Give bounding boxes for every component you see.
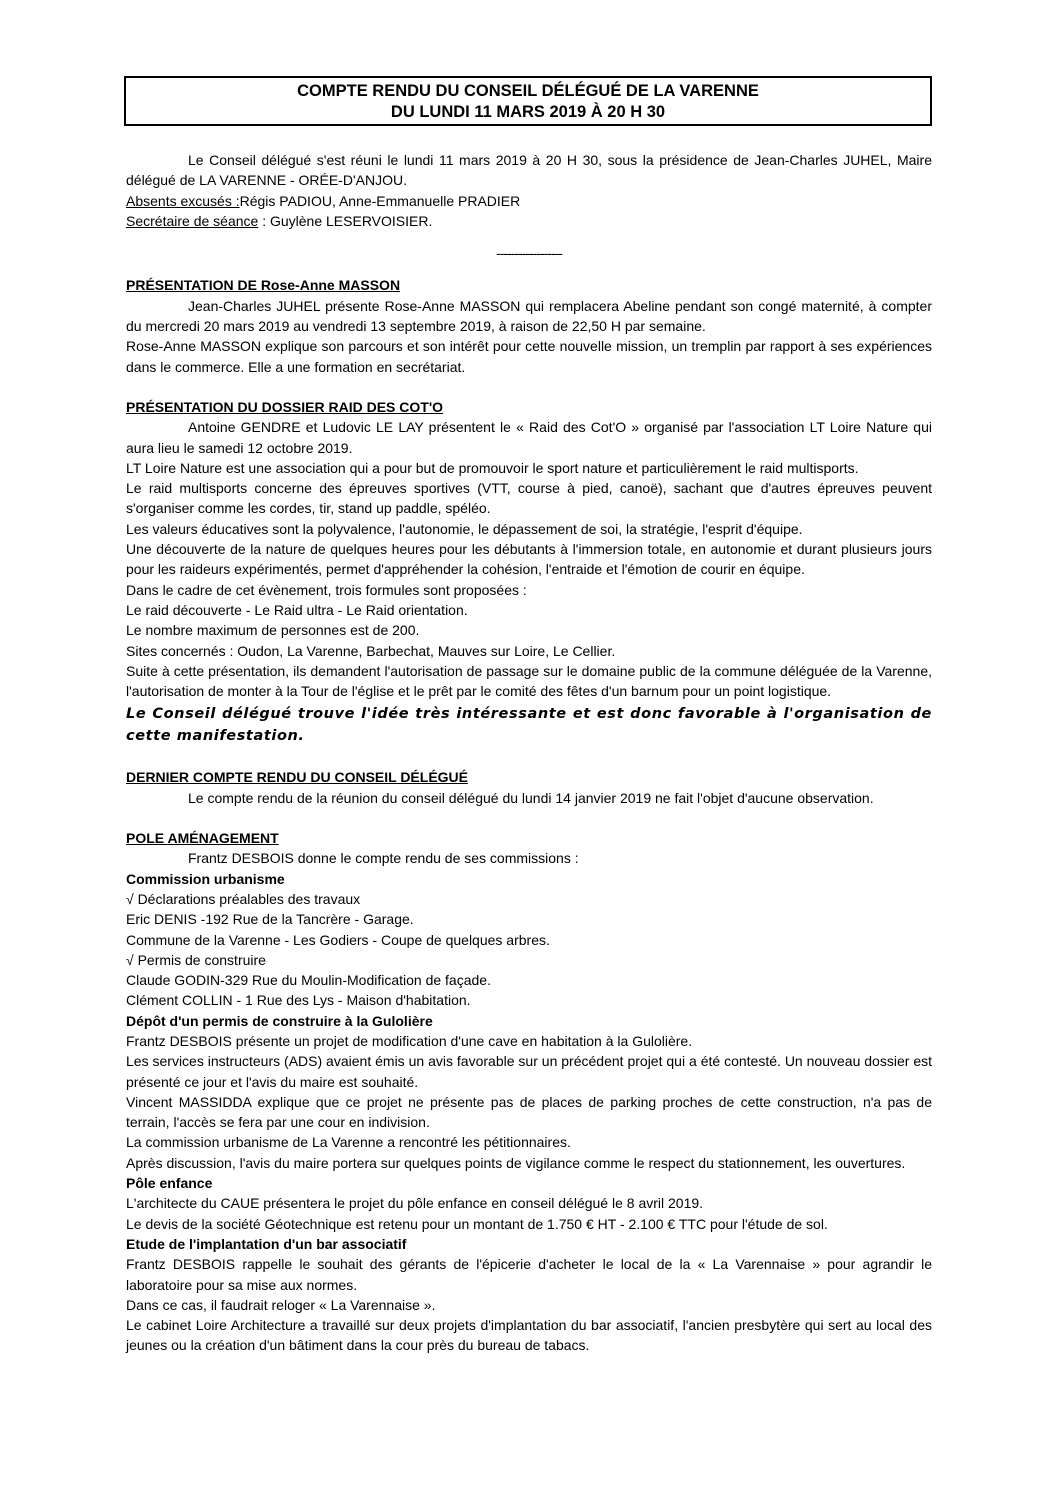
raid-p10: Suite à cette présentation, ils demandent l'autorisation de passage sur le domaine public de la commune déléguée de la Varenne, l'autorisation de monter à la Tour de l'église et le prêt par le comité des fêtes d'un barnum pour un point logistique. <box>126 662 932 700</box>
depot-p1: Frantz DESBOIS présente un projet de modification d'une cave en habitation à la Gulolière. <box>126 1032 693 1049</box>
bar-p1: Frantz DESBOIS rappelle le souhait des gérants de l'épicerie d'acheter le local de la « La Varennaise » pour agrandir le laboratoire pour sa mise aux normes. <box>126 1256 932 1293</box>
pole-intro: Frantz DESBOIS donne le compte rendu de ses commissions : <box>188 850 579 867</box>
intro-paragraph: Le Conseil délégué s'est réuni le lundi 11 mars 2019 à 20 H 30, sous la présidence de Jean-Charles JUHEL, Maire délégué de LA VARENNE - ORÉE-D'ANJOU. <box>126 152 932 189</box>
raid-p6: Dans le cadre de cet évènement, trois formules sont proposées : <box>126 581 527 598</box>
depot-title: Dépôt d'un permis de construire à la Gulolière <box>126 1012 433 1029</box>
section-title-raid: PRÉSENTATION DU DOSSIER RAID DES COT'O <box>126 398 444 415</box>
presentation-p2: Rose-Anne MASSON explique son parcours et son intérêt pour cette nouvelle mission, un tremplin par rapport à ses expériences dans le commerce. Elle a une formation en secrétariat. <box>126 338 932 375</box>
declaration-1: Eric DENIS -192 Rue de la Tancrère - Garage. <box>126 911 414 928</box>
depot-p2: Les services instructeurs (ADS) avaient émis un avis favorable sur un précédent projet qui a été contesté. Un nouveau dossier est présenté ce jour et l'avis du maire est souhaité. <box>126 1053 932 1090</box>
last-report-p1: Le compte rendu de la réunion du conseil délégué du lundi 14 janvier 2019 ne fait l'objet d'aucune observation. <box>188 789 874 806</box>
urbanisme-title: Commission urbanisme <box>126 870 285 887</box>
raid-p7: Le raid découverte - Le Raid ultra - Le Raid orientation. <box>126 601 468 618</box>
raid-decision: Le Conseil délégué trouve l'idée très intéressante et est donc favorable à l'organisation de cette manifestation. <box>126 706 932 745</box>
secretary-value: : Guylène LESERVOISIER. <box>258 212 433 229</box>
absents-line <box>126 191 932 211</box>
absents-value: Régis PADIOU, Anne-Emmanuelle PRADIER <box>239 192 521 209</box>
raid-p2: LT Loire Nature est une association qui a pour but de promouvoir le sport nature et particulièrement le raid multisports. <box>126 459 859 476</box>
depot-p4: La commission urbanisme de La Varenne a rencontré les pétitionnaires. <box>126 1134 571 1151</box>
bar-p2: Dans ce cas, il faudrait reloger « La Varennaise ». <box>126 1296 436 1313</box>
raid-p5: Une découverte de la nature de quelques heures pour les débutants à l'immersion totale, en autonomie et durant plusieurs jours pour les raideurs expérimentés, permet d'appréhender la cohésion, l'entraide et l'émotion de courir en équipe. <box>126 541 932 578</box>
document-title: COMPTE RENDU DU CONSEIL DÉLÉGUÉ DE LA VARENNE <box>297 82 759 100</box>
document-body <box>126 150 932 1356</box>
depot-p5: Après discussion, l'avis du maire portera sur quelques points de vigilance comme le respect du stationnement, les ouvertures. <box>126 1154 906 1171</box>
raid-p9: Sites concernés : Oudon, La Varenne, Barbechat, Mauves sur Loire, Le Cellier. <box>126 642 616 659</box>
section-title-pole: POLE AMÉNAGEMENT <box>126 830 279 847</box>
check-permis: √ Permis de construire <box>126 951 266 968</box>
declaration-2: Commune de la Varenne - Les Godiers - Coupe de quelques arbres. <box>126 931 550 948</box>
raid-p1: Antoine GENDRE et Ludovic LE LAY présentent le « Raid des Cot'O » organisé par l'association LT Loire Nature qui aura lieu le samedi 12 octobre 2019. <box>126 419 932 456</box>
document-title-box <box>124 76 932 126</box>
depot-p3: Vincent MASSIDDA explique que ce projet ne présente pas de places de parking proches de cette construction, n'a pas de terrain, l'accès se fera par une cour en indivision. <box>126 1093 932 1131</box>
permis-1: Claude GODIN-329 Rue du Moulin-Modification de façade. <box>126 972 491 989</box>
bar-title: Etude de l'implantation d'un bar associatif <box>126 1235 407 1252</box>
document-subtitle: DU LUNDI 11 MARS 2019 À 20 H 30 <box>390 103 666 121</box>
raid-p4: Les valeurs éducatives sont la polyvalence, l'autonomie, le dépassement de soi, la stratégie, l'esprit d'équipe. <box>126 520 803 537</box>
bar-p3: Le cabinet Loire Architecture a travaillé sur deux projets d'implantation du bar associatif, l'ancien presbytère qui sert au local des jeunes ou la création d'un bâtiment dans la cour près du bureau de tabacs. <box>126 1317 932 1354</box>
enfance-p1: L'architecte du CAUE présentera le projet du pôle enfance en conseil délégué le 8 avril 2019. <box>126 1195 704 1212</box>
presentation-p1: Jean-Charles JUHEL présente Rose-Anne MASSON qui remplacera Abeline pendant son congé maternité, à compter du mercredi 20 mars 2019 au vendredi 13 septembre 2019, à raison de 22,50 H par semaine. <box>126 297 932 335</box>
raid-p3: Le raid multisports concerne des épreuves sportives (VTT, course à pied, canoë), sachant que d'autres épreuves peuvent s'organiser comme les cordes, tir, stand up paddle, spéléo. <box>126 480 932 517</box>
section-title-last-report: DERNIER COMPTE RENDU DU CONSEIL DÉLÉGUÉ <box>126 769 468 786</box>
permis-2: Clément COLLIN - 1 Rue des Lys - Maison d'habitation. <box>126 992 471 1009</box>
separator: ------------------ <box>496 245 562 262</box>
check-declarations: √ Déclarations préalables des travaux <box>126 890 361 907</box>
section-title-presentation: PRÉSENTATION DE Rose-Anne MASSON <box>126 277 401 294</box>
raid-p8: Le nombre maximum de personnes est de 200. <box>126 622 420 639</box>
secretary-line <box>126 211 932 231</box>
enfance-title: Pôle enfance <box>126 1175 213 1192</box>
secretary-label: Secrétaire de séance <box>126 212 259 229</box>
absents-label: Absents excusés : <box>126 192 240 209</box>
enfance-p2: Le devis de la société Géotechnique est retenu pour un montant de 1.750 € HT - 2.100 € TTC pour l'étude de sol. <box>126 1215 828 1232</box>
